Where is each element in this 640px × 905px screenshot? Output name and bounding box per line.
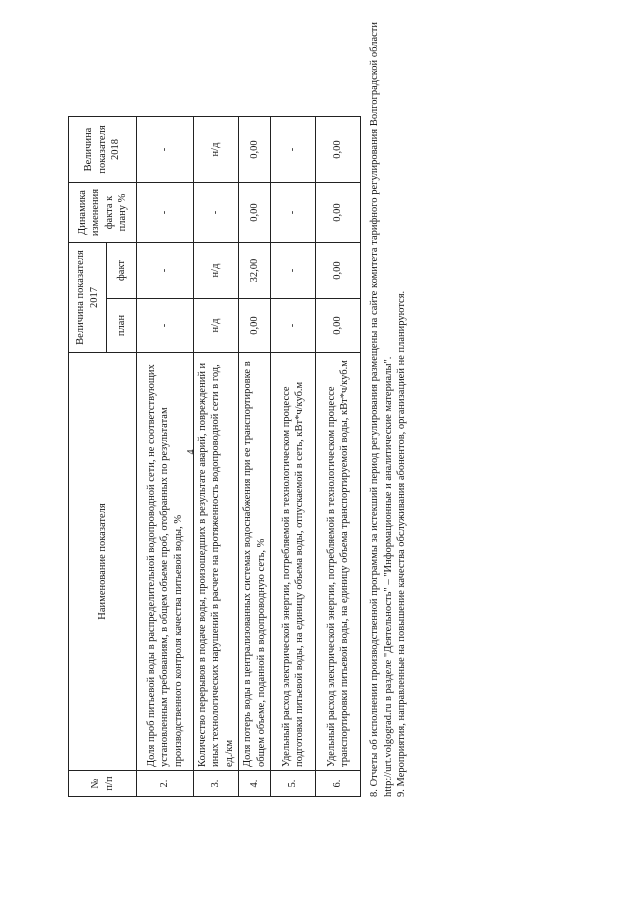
header-value-2017: Величина показателя 2017 (69, 243, 107, 353)
header-fact: факт (107, 243, 137, 299)
row-name: Доля проб питьевой воды в распределительной водопроводной сети, не соответствующих установленным требованиям, в общем объеме проб, отобранных по результатам производственного контроля качества питьевой воды, % (137, 353, 194, 771)
row-num: 5. (271, 771, 316, 797)
row-dynamics: 0,00 (239, 183, 271, 243)
indicators-table (68, 116, 361, 797)
row-fact: 0,00 (316, 243, 361, 299)
row-dynamics: - (271, 183, 316, 243)
row-value-2018: 0,00 (316, 117, 361, 183)
row-dynamics: - (194, 183, 239, 243)
table-row (239, 117, 271, 797)
table-row (271, 117, 316, 797)
note-8: 8. Отчеты об исполнении производственной программы за истекший период регулирования размещены на сайте комитета тарифного регулирования Волгоградской области http://urt.volgograd.ru в разделе "Деятельность" – "Информационные и аналитические материалы". (369, 22, 394, 797)
row-plan: - (137, 299, 194, 353)
table-row (316, 117, 361, 797)
row-value-2018: 0,00 (239, 117, 271, 183)
row-name: Доля потерь воды в централизованных системах водоснабжения при ее транспортировке в общем объеме, поданной в водопроводную сеть, % (239, 353, 271, 771)
row-value-2018: - (271, 117, 316, 183)
header-num: № п/п (69, 771, 137, 797)
row-name: Удельный расход электрической энергии, потребляемой в технологическом процессе транспортировки питьевой воды, на единицу объема транспортируемой воды, кВт*ч/куб.м (316, 353, 361, 771)
table-row (194, 117, 239, 797)
notes (368, 22, 409, 797)
header-name: Наименование показателя (69, 353, 137, 771)
row-fact: н/д (194, 243, 239, 299)
row-num: 3. (194, 771, 239, 797)
row-dynamics: - (137, 183, 194, 243)
row-name: Количество перерывов в подаче воды, произошедших в результате аварий, повреждений и иных технологических нарушений в расчете на протяженность водопроводной сети в год, ед./км (194, 353, 239, 771)
note-9: 9. Мероприятия, направленные на повышение качества обслуживания абонентов, организацией не планируются. (396, 290, 408, 797)
row-num: 2. (137, 771, 194, 797)
row-num: 6. (316, 771, 361, 797)
row-plan: 0,00 (239, 299, 271, 353)
header-plan: план (107, 299, 137, 353)
table-row (137, 117, 194, 797)
row-fact: - (137, 243, 194, 299)
header-value-2018: Величина показателя 2018 (69, 117, 137, 183)
row-fact: 32,00 (239, 243, 271, 299)
row-fact: - (271, 243, 316, 299)
row-plan: - (271, 299, 316, 353)
row-value-2018: н/д (194, 117, 239, 183)
row-dynamics: 0,00 (316, 183, 361, 243)
row-value-2018: - (137, 117, 194, 183)
row-plan: 0,00 (316, 299, 361, 353)
row-name: Удельный расход электрической энергии, потребляемой в технологическом процессе подготовки питьевой воды, на единицу объема воды, отпускаемой в сеть, кВт*ч/куб.м (271, 353, 316, 771)
row-plan: н/д (194, 299, 239, 353)
page-number: 4 (186, 449, 197, 455)
row-num: 4. (239, 771, 271, 797)
header-dynamics: Динамика изменения факта к плану % (69, 183, 137, 243)
